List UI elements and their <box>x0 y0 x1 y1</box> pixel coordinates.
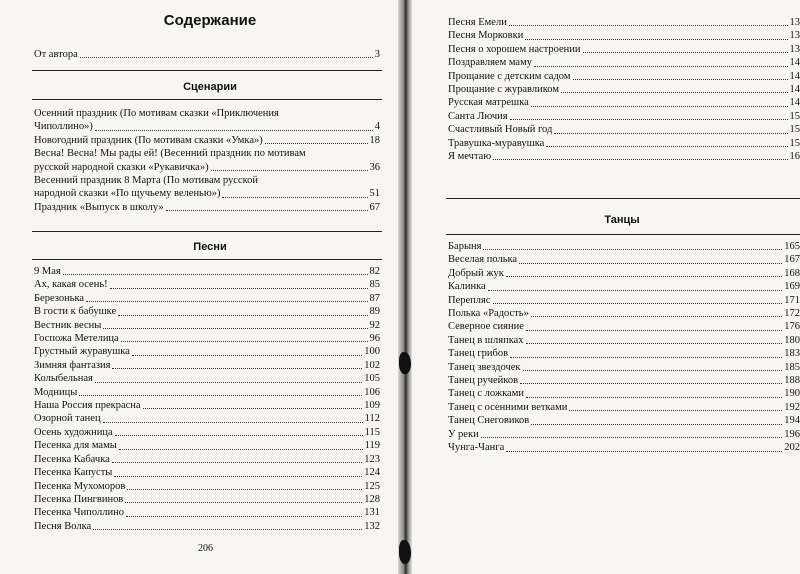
song-entry <box>448 110 800 123</box>
songs-heading: Песни <box>193 241 227 253</box>
scenario-page: 18 <box>369 134 380 146</box>
song-entry-title: Песенка Кабачка <box>34 453 110 465</box>
dance-entry-page: 171 <box>784 294 800 306</box>
scenario-line <box>34 147 380 160</box>
dance-entry-title: Веселая полька <box>448 254 518 266</box>
dance-entry <box>448 361 800 374</box>
scenario-entry <box>34 107 380 134</box>
scenario-line <box>34 120 380 133</box>
dance-entry-title: Танец грибов <box>448 348 509 360</box>
song-entry-title: Песня Морковки <box>448 30 524 42</box>
song-entry-page: 82 <box>369 266 380 277</box>
dance-entry-page: 190 <box>784 388 800 400</box>
dance-entry-page: 192 <box>784 401 800 413</box>
song-entry <box>34 319 380 332</box>
song-entry-page: 15 <box>789 124 800 136</box>
song-entry-page: 14 <box>789 97 800 109</box>
song-entry-page: 14 <box>789 57 800 69</box>
song-entry <box>448 43 800 56</box>
song-entry-title: Грустный журавушка <box>34 346 130 358</box>
dance-entry <box>448 414 800 427</box>
song-entry <box>34 506 380 519</box>
song-entry-page: 13 <box>789 43 800 55</box>
dance-entry-title: У реки <box>448 428 479 440</box>
book-gutter <box>398 0 412 574</box>
scenario-line <box>34 174 380 187</box>
song-entry-title: Осень художница <box>34 426 113 438</box>
song-entry-page: 109 <box>364 400 380 412</box>
dance-entry-title: Калинка <box>448 281 486 293</box>
song-entry <box>34 372 380 385</box>
dance-entry <box>448 280 800 293</box>
song-entry <box>34 265 380 278</box>
song-entry-title: Колыбельная <box>34 373 93 385</box>
dance-entry <box>448 240 800 253</box>
intro-entry <box>34 48 380 61</box>
dance-entry-page: 183 <box>784 348 800 360</box>
song-entry-page: 112 <box>364 413 380 425</box>
song-entry <box>448 16 800 29</box>
dance-entry-title: Перепляс <box>448 294 491 306</box>
song-entry-title: 9 Мая <box>34 266 61 277</box>
dance-entry <box>448 294 800 307</box>
scenario-title-line: русской народной сказки «Рукавичка») <box>34 161 209 173</box>
dance-entry-title: Танец звездочек <box>448 361 521 373</box>
song-entry <box>34 466 380 479</box>
dance-entry-title: Танец в шляпках <box>448 334 524 346</box>
dance-entry <box>448 347 800 360</box>
song-entry-title: Русская матрешка <box>448 97 529 109</box>
scenario-entry <box>34 147 380 174</box>
song-entry-title: Песня Емели <box>448 17 507 28</box>
song-entry-title: Зимняя фантазия <box>34 359 111 371</box>
song-entry-page: 131 <box>364 507 380 519</box>
dance-entry-page: 167 <box>784 254 800 266</box>
scenario-line <box>34 134 380 147</box>
song-entry-page: 15 <box>789 137 800 149</box>
scenario-page: 51 <box>369 188 380 200</box>
song-entry-page: 16 <box>789 151 800 163</box>
scenario-title-line: народной сказки «По щучьему веленью») <box>34 188 221 200</box>
contents-title: Содержание <box>163 12 257 29</box>
dance-entry-title: Танец ручейков <box>448 375 519 387</box>
dance-entry <box>448 307 800 320</box>
song-entry-title: Счастливый Новый год <box>448 124 553 136</box>
song-entry <box>34 359 380 372</box>
dance-entry-title: Северное сияние <box>448 321 524 333</box>
song-entry <box>448 150 800 163</box>
song-entry <box>34 453 380 466</box>
song-entry <box>34 332 380 345</box>
scenario-title-line: Осенний праздник (По мотивам сказки «Приключения <box>34 108 279 119</box>
dance-entry <box>448 387 800 400</box>
dance-entry-title: Танец Снеговиков <box>448 415 530 427</box>
song-entry-page: 85 <box>369 279 380 291</box>
dance-entry <box>448 267 800 280</box>
scenario-entry <box>34 134 380 147</box>
song-entry-page: 13 <box>789 17 800 28</box>
dance-entry-page: 168 <box>784 267 800 279</box>
scenario-title-line: Праздник «Выпуск в школу» <box>34 201 164 213</box>
scenario-line <box>34 187 380 200</box>
song-entry-page: 105 <box>364 373 380 385</box>
song-entry <box>34 439 380 452</box>
song-entry-title: Ах, какая осень! <box>34 279 108 291</box>
song-entry-title: Поздравляем маму <box>448 57 532 69</box>
song-entry <box>34 399 380 412</box>
song-entry <box>448 56 800 69</box>
song-entry-title: Песня о хорошем настроении <box>448 43 581 55</box>
dance-entry <box>448 374 800 387</box>
scenario-title-line: Чиполлино») <box>34 121 93 133</box>
song-entry-page: 14 <box>789 84 800 96</box>
ink-blot <box>399 352 411 374</box>
dance-entry-title: Добрый жук <box>448 267 504 279</box>
song-entry-title: Березонька <box>34 292 85 304</box>
song-entry <box>448 96 800 109</box>
song-entry <box>34 426 380 439</box>
song-entry <box>448 29 800 42</box>
dance-entry-page: 176 <box>784 321 800 333</box>
song-entry-title: Песня Волка <box>34 520 92 532</box>
song-entry <box>448 70 800 83</box>
song-entry-page: 13 <box>789 30 800 42</box>
dance-entry-title: Барыня <box>448 241 482 252</box>
song-entry-page: 125 <box>364 480 380 492</box>
song-entry-page: 15 <box>789 110 800 122</box>
dance-entry-page: 188 <box>784 375 800 387</box>
song-entry-page: 102 <box>364 359 380 371</box>
song-entry-page: 115 <box>364 426 380 438</box>
scenario-page: 4 <box>374 121 380 133</box>
scenario-page: 36 <box>369 161 380 173</box>
scenario-line <box>34 107 380 120</box>
scenarios-list <box>34 107 380 214</box>
song-entry-page: 89 <box>369 306 380 318</box>
song-entry-title: Я мечтаю <box>448 151 492 163</box>
right-page <box>412 0 800 574</box>
song-entry-page: 100 <box>364 346 380 358</box>
song-entry <box>34 493 380 506</box>
song-entry-title: Песенка Чиполлино <box>34 507 124 519</box>
song-entry-title: Песенка Мухоморов <box>34 480 126 492</box>
scenario-title-line: Новогодний праздник (По мотивам сказки «Умка») <box>34 134 263 146</box>
ink-blot <box>399 540 411 564</box>
dance-entry-page: 172 <box>784 308 800 320</box>
song-entry-page: 96 <box>369 333 380 345</box>
scenario-page: 67 <box>369 201 380 213</box>
song-entry-title: Наша Россия прекрасна <box>34 400 141 412</box>
songs-continued-list <box>448 16 800 163</box>
song-entry-page: 128 <box>364 493 380 505</box>
scenario-line <box>34 201 380 214</box>
song-entry-page: 87 <box>369 292 380 304</box>
song-entry <box>34 412 380 425</box>
dance-entry <box>448 253 800 266</box>
song-entry <box>448 83 800 96</box>
dance-entry-page: 202 <box>784 442 800 454</box>
dance-entry <box>448 334 800 347</box>
song-entry <box>34 278 380 291</box>
song-entry-title: Вестник весны <box>34 319 102 331</box>
song-entry-title: Озорной танец <box>34 413 101 425</box>
song-entry-title: В гости к бабушке <box>34 306 117 318</box>
songs-list <box>34 265 380 533</box>
song-entry-title: Прощание с журавликом <box>448 84 559 96</box>
song-entry <box>34 345 380 358</box>
dance-entry <box>448 428 800 441</box>
song-entry-title: Прощание с детским садом <box>448 70 571 82</box>
song-entry <box>34 305 380 318</box>
song-entry <box>34 520 380 533</box>
scenario-title-line: Весенний праздник 8 Марта (По мотивам русской <box>34 175 259 187</box>
song-entry-title: Песенка Капусты <box>34 467 113 479</box>
song-entry-page: 119 <box>364 440 380 452</box>
dances-heading: Танцы <box>604 214 640 226</box>
song-entry-title: Санта Лючия <box>448 110 508 122</box>
song-entry-title: Госпожа Метелица <box>34 333 119 345</box>
song-entry <box>34 386 380 399</box>
dance-entry <box>448 320 800 333</box>
song-entry-page: 106 <box>364 386 380 398</box>
dance-entry-title: Танец с осенними ветками <box>448 401 568 413</box>
scenario-title-line: Весна! Весна! Мы рады ей! (Весенний праздник по мотивам <box>34 148 306 160</box>
song-entry <box>34 292 380 305</box>
dances-list <box>448 240 800 455</box>
song-entry-title: Модницы <box>34 386 78 398</box>
song-entry-title: Песенка для мамы <box>34 440 117 452</box>
dance-entry-page: 169 <box>784 281 800 293</box>
scenarios-heading: Сценарии <box>183 81 237 93</box>
intro-title: От автора <box>34 49 78 60</box>
song-entry-page: 124 <box>364 467 380 479</box>
dance-entry-title: Танец с ложками <box>448 388 524 400</box>
song-entry-page: 92 <box>369 319 380 331</box>
page-number: 206 <box>198 543 213 554</box>
song-entry <box>34 480 380 493</box>
song-entry <box>448 137 800 150</box>
dance-entry-page: 180 <box>784 334 800 346</box>
dance-entry-page: 194 <box>784 415 800 427</box>
dance-entry-title: Полька «Радость» <box>448 308 529 320</box>
scenario-line <box>34 161 380 174</box>
song-entry-page: 132 <box>364 520 380 532</box>
dance-entry <box>448 401 800 414</box>
scenario-entry <box>34 174 380 201</box>
left-page <box>0 0 398 574</box>
intro-page: 3 <box>374 49 380 60</box>
dance-entry-page: 165 <box>784 241 800 252</box>
song-entry-page: 14 <box>789 70 800 82</box>
song-entry-title: Травушка-муравушка <box>448 137 545 149</box>
song-entry-title: Песенка Пингвинов <box>34 493 124 505</box>
scenario-entry <box>34 201 380 214</box>
dance-entry-page: 196 <box>784 428 800 440</box>
dance-entry-page: 185 <box>784 361 800 373</box>
dance-entry <box>448 441 800 454</box>
song-entry <box>448 123 800 136</box>
dance-entry-title: Чунга-Чанга <box>448 442 505 454</box>
song-entry-page: 123 <box>364 453 380 465</box>
